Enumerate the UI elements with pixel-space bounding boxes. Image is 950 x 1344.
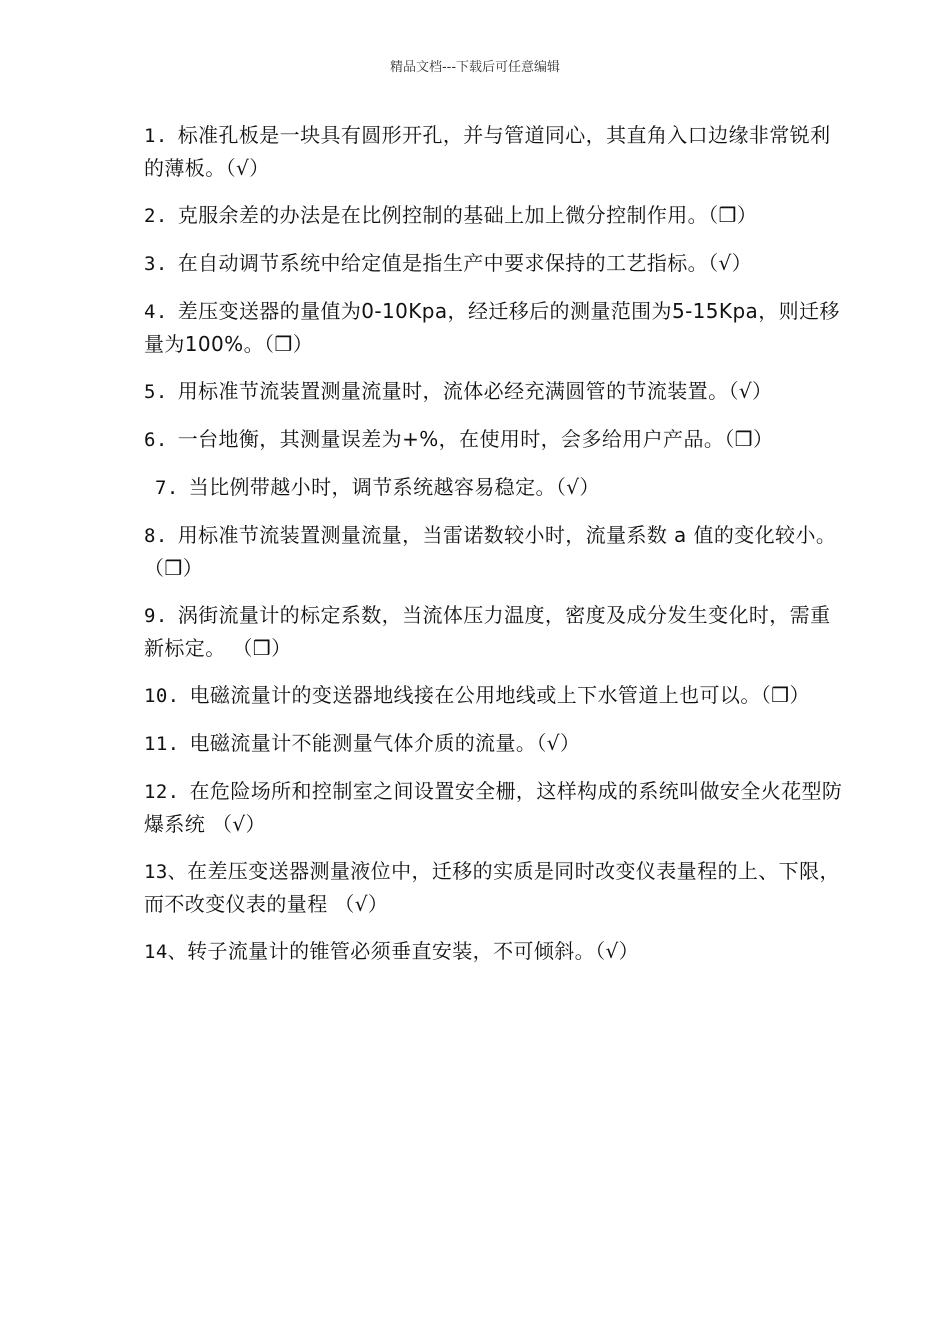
question-text: 在危险场所和控制室之间设置安全栅，这样构成的系统叫做安全火花型防爆系统 （√） bbox=[144, 779, 843, 836]
question-item bbox=[144, 519, 844, 584]
question-text: 当比例带越小时，调节系统越容易稳定。（√） bbox=[188, 475, 600, 499]
question-number: 13、 bbox=[144, 861, 188, 883]
question-item bbox=[144, 727, 844, 760]
question-text: 克服余差的办法是在比例控制的基础上加上微分控制作用。（❒） bbox=[177, 203, 758, 227]
question-number: 3. bbox=[144, 253, 168, 275]
question-item bbox=[144, 423, 844, 456]
question-item bbox=[144, 599, 844, 664]
question-item bbox=[144, 375, 844, 408]
question-number: 1. bbox=[144, 125, 168, 147]
question-item bbox=[144, 775, 844, 840]
question-item bbox=[144, 119, 844, 184]
question-number: 10. bbox=[144, 685, 180, 707]
question-text: 电磁流量计不能测量气体介质的流量。（√） bbox=[189, 731, 581, 755]
question-number: 6. bbox=[144, 429, 168, 451]
question-text: 转子流量计的锥管必须垂直安装，不可倾斜。（√） bbox=[187, 939, 640, 963]
question-text: 差压变送器的量值为0-10Kpa，经迁移后的测量范围为5-15Kpa，则迁移量为100%。（❒） bbox=[144, 299, 840, 356]
question-number: 12. bbox=[144, 781, 180, 803]
question-text: 在自动调节系统中给定值是指生产中要求保持的工艺指标。（√） bbox=[177, 251, 753, 275]
question-number: 8. bbox=[144, 525, 168, 547]
question-text: 在差压变送器测量液位中，迁移的实质是同时改变仪表量程的上、下限，而不改变仪表的量程 （√） bbox=[144, 859, 840, 916]
question-text: 一台地衡，其测量误差为+%，在使用时，会多给用户产品。（❒） bbox=[177, 427, 774, 451]
question-number: 11. bbox=[144, 733, 180, 755]
question-text: 标准孔板是一块具有圆形开孔，并与管道同心，其直角入口边缘非常锐利的薄板。（√） bbox=[144, 123, 831, 180]
question-number: 14、 bbox=[144, 941, 188, 963]
question-number: 4. bbox=[144, 301, 168, 323]
question-item bbox=[144, 471, 844, 504]
question-text: 用标准节流装置测量流量时，流体必经充满圆管的节流装置。（√） bbox=[177, 379, 773, 403]
question-number: 5. bbox=[144, 381, 168, 403]
question-item bbox=[144, 295, 844, 360]
question-text: 电磁流量计的变送器地线接在公用地线或上下水管道上也可以。（❒） bbox=[189, 683, 810, 707]
question-item bbox=[144, 247, 844, 280]
question-text: 用标准节流装置测量流量，当雷诺数较小时，流量系数 a 值的变化较小。（❒） bbox=[144, 523, 837, 580]
question-item bbox=[144, 935, 844, 968]
question-item bbox=[144, 679, 844, 712]
question-number: 7. bbox=[155, 477, 179, 499]
question-list bbox=[144, 119, 844, 983]
question-number: 2. bbox=[144, 205, 168, 227]
question-item bbox=[144, 199, 844, 232]
question-text: 涡街流量计的标定系数，当流体压力温度，密度及成分发生变化时，需重新标定。 （❒） bbox=[144, 603, 831, 660]
question-item bbox=[144, 855, 844, 920]
page-header: 精品文档---下载后可任意编辑 bbox=[389, 60, 561, 75]
question-number: 9. bbox=[144, 605, 168, 627]
